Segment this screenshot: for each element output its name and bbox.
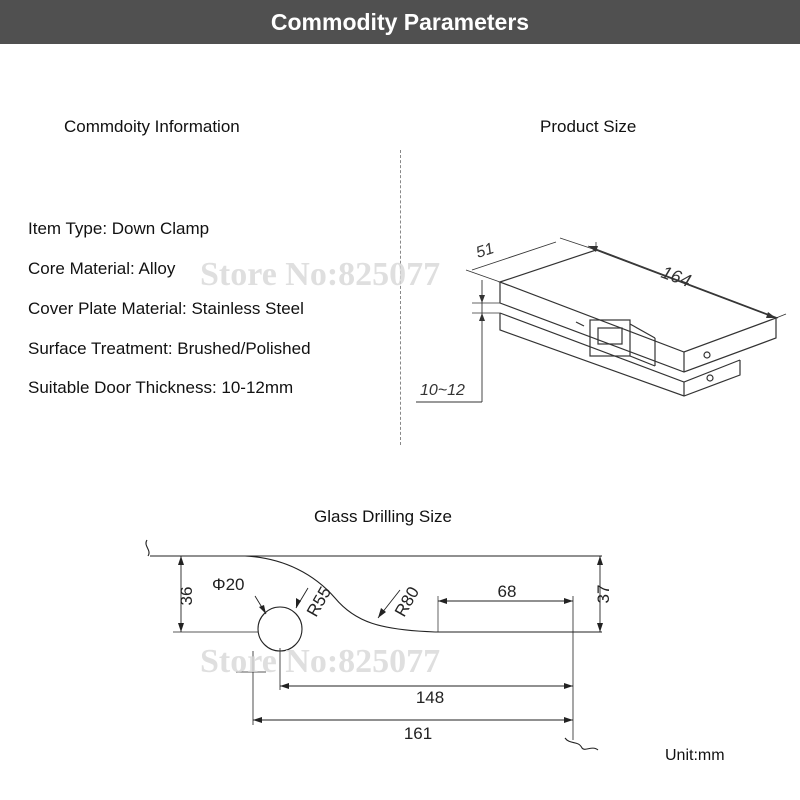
dim-hole-diameter: Φ20 [212, 575, 245, 594]
dim-height-left: 36 [177, 586, 196, 606]
product-size-drawing [200, 220, 800, 420]
glass-drilling-heading: Glass Drilling Size [314, 507, 452, 526]
product-size-heading: Product Size [540, 117, 637, 136]
dim-thickness: 10~12 [420, 382, 465, 399]
section-divider [400, 150, 401, 445]
dim-161: 161 [403, 724, 433, 743]
dim-radius-large: R80 [391, 583, 424, 620]
spec-core-material: Core Material: Alloy [28, 259, 176, 278]
unit-label: Unit:mm [665, 747, 725, 764]
dim-length: 164 [658, 261, 694, 292]
dim-flat-length: 68 [497, 582, 517, 601]
watermark-bottom: Store No:825077 [200, 643, 441, 680]
spec-door-thickness: Suitable Door Thickness: 10-12mm [28, 378, 294, 397]
page-title-banner [0, 0, 800, 44]
watermark-top: Store No:825077 [200, 256, 441, 293]
commodity-info-heading: Commdoity Information [64, 117, 240, 136]
dim-148: 148 [415, 688, 445, 707]
dim-height-right: 37 [594, 584, 613, 604]
spec-surface-treatment: Surface Treatment: Brushed/Polished [28, 339, 311, 358]
spec-item-type: Item Type: Down Clamp [28, 219, 210, 238]
page-title: Commodity Parameters [270, 9, 530, 35]
spec-cover-plate-material: Cover Plate Material: Stainless Steel [28, 299, 304, 318]
dim-width: 51 [473, 240, 497, 262]
glass-drilling-drawing [130, 530, 613, 755]
dim-radius-small: R55 [303, 583, 336, 620]
